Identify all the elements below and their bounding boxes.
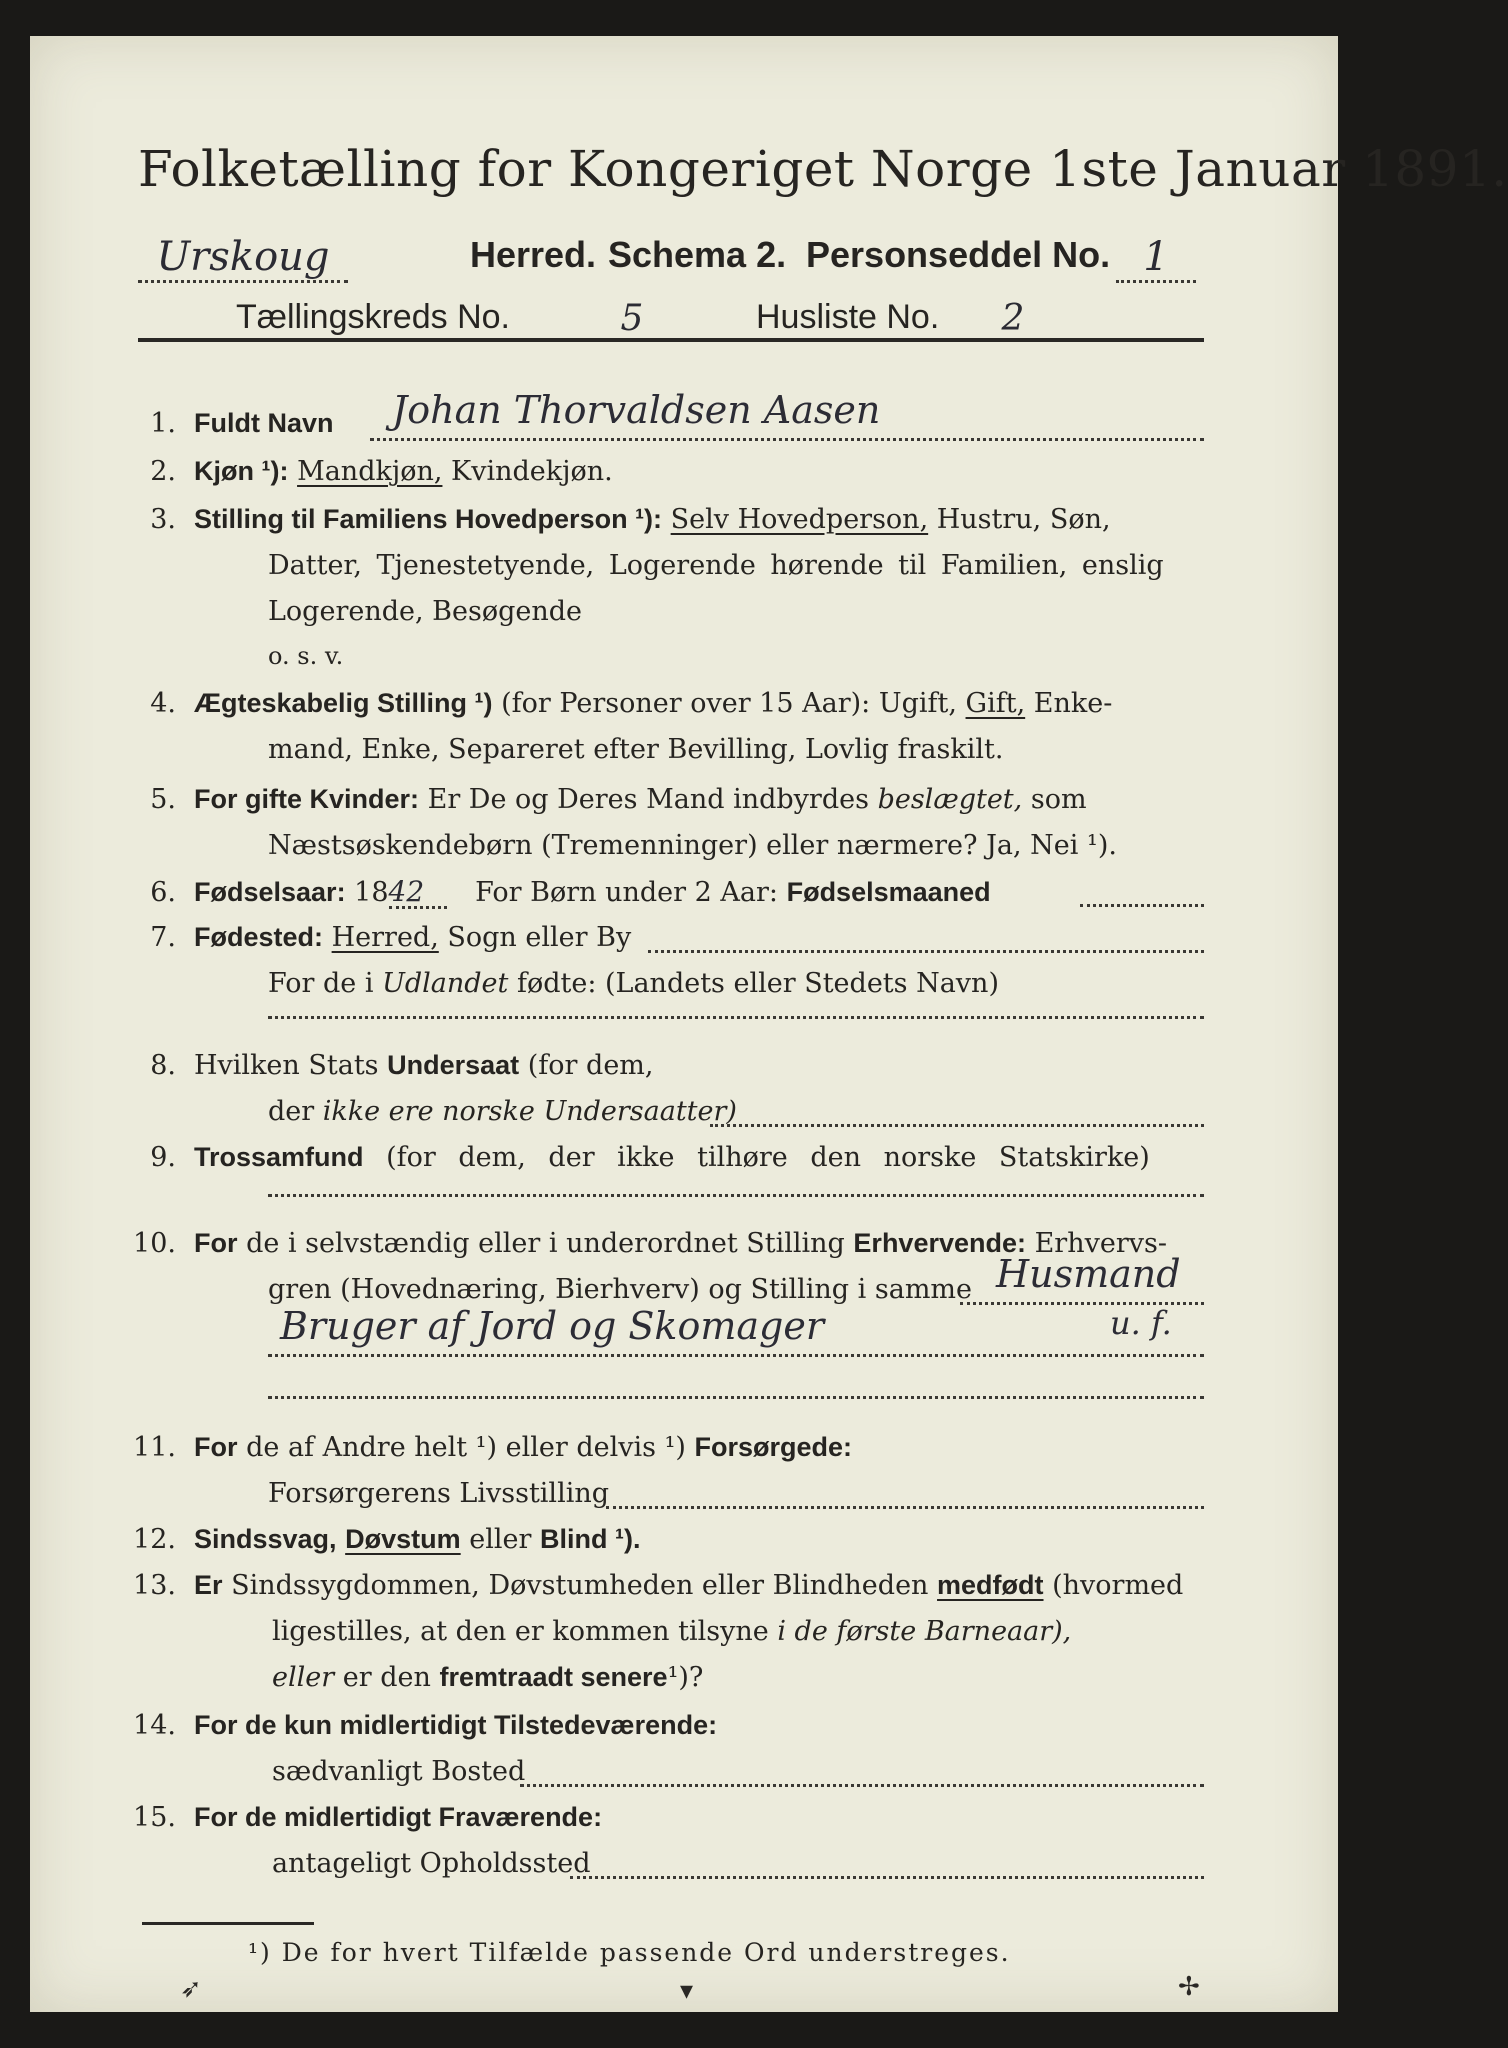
q13-line3-a: er den [342, 1662, 431, 1693]
q4-row [116, 690, 1112, 717]
q7-line2-italic: Udlandet [382, 968, 509, 999]
q3-line3: Logerende, Besøgende [268, 596, 582, 627]
q9-fill-line [268, 1194, 1204, 1197]
q13-row [116, 1572, 1183, 1599]
q7-number: 7. [150, 922, 176, 953]
q14-row [116, 1712, 717, 1739]
personseddel-field [1116, 234, 1196, 283]
herred-name: Urskoug [138, 234, 348, 283]
q9-label: Trossamfund [194, 1142, 364, 1172]
q10-answer-line2: Bruger af Jord og Skomager [280, 1304, 824, 1348]
q3-options-rest: Hustru, Søn, [936, 504, 1111, 535]
q8-label: Undersaat [387, 1050, 520, 1080]
herred-line [138, 234, 348, 283]
q13-text: Sindssygdommen, Døvstumheden eller Blindheden [231, 1570, 929, 1601]
q3-number: 3. [150, 504, 176, 535]
q12-label: Sindssvag, [194, 1524, 337, 1554]
q5-line2: Næstsøskendebørn (Tremenninger) eller nærmere? Ja, Nei ¹). [268, 830, 1117, 861]
q13-text-end: (hvormed [1052, 1570, 1184, 1601]
q4-label: Ægteskabelig Stilling ¹) [194, 688, 493, 718]
corner-mark-center: ▾ [680, 1976, 694, 2006]
q12-number: 12. [133, 1524, 176, 1555]
corner-mark-right: ✢ [1178, 1972, 1200, 2002]
q11-number: 11. [133, 1432, 176, 1463]
q8-number: 8. [150, 1050, 176, 1081]
q1-answer: Johan Thorvaldsen Aasen [392, 388, 881, 432]
q13-option-selected: medfødt [937, 1570, 1044, 1600]
q7-text: Sogn eller By [447, 922, 632, 953]
q12-row [116, 1526, 640, 1553]
q7-line2-a: For de i [268, 968, 374, 999]
q15-line2: antageligt Opholdssted [272, 1848, 591, 1879]
q12-option-selected: Døvstum [345, 1524, 461, 1554]
q14-fill-line [520, 1784, 1204, 1787]
q10-text-end: Erhvervs- [1034, 1228, 1167, 1259]
footnote-rule [142, 1922, 314, 1925]
q10-text: de i selvstændig eller i underordnet Stilling [246, 1228, 845, 1259]
q8-fill-line [710, 1124, 1204, 1127]
q6-number: 6. [150, 877, 176, 908]
husliste-field [964, 298, 1062, 342]
personseddel-label: Personseddel No. [806, 234, 1111, 275]
q13-line3-bold: fremtraadt senere [439, 1662, 668, 1692]
q11-text: de af Andre helt ¹) eller delvis ¹) [246, 1432, 686, 1463]
q9-row [116, 1144, 1150, 1171]
header-rule [138, 338, 1204, 342]
q7-option-selected: Herred, [331, 922, 439, 953]
q5-italic: beslægtet, [877, 784, 1023, 815]
q13-line2-italic: i de første Barneaar), [777, 1616, 1072, 1647]
q7-line2-b: fødte: (Landets eller Stedets Navn) [516, 968, 999, 999]
q13-line3-italic: eller [272, 1662, 335, 1693]
kreds-field [596, 298, 668, 342]
q14-number: 14. [133, 1710, 176, 1741]
q7-fill-line2 [268, 1016, 1204, 1019]
q13-line2 [272, 1618, 1071, 1645]
q3-line2: Datter, Tjenestetyende, Logerende hørende til Familien, enslig [268, 550, 1164, 581]
q4-line2: mand, Enke, Separeret efter Bevilling, Lovlig fraskilt. [268, 734, 1004, 765]
q12-text: eller [469, 1524, 532, 1555]
q14-label: For de kun midlertidigt Tilstedeværende: [194, 1710, 718, 1740]
q11-fill-line [606, 1506, 1204, 1509]
q5-row [116, 786, 1087, 813]
kreds-no: 5 [596, 298, 668, 342]
husliste-label: Husliste No. [756, 298, 940, 336]
q15-row [116, 1804, 602, 1831]
q4-text-end: Enke- [1033, 688, 1113, 719]
husliste-no: 2 [964, 298, 1062, 342]
q2-option-male: Mandkjøn, [297, 456, 443, 487]
q1-label: Fuldt Navn [194, 408, 334, 438]
q6-label: Fødselsaar: [194, 877, 346, 907]
q2-number: 2. [150, 456, 176, 487]
q7-label: Fødested: [194, 922, 324, 952]
q5-text: Er De og Deres Mand indbyrdes [427, 784, 869, 815]
q10-label2: Erhvervende: [853, 1228, 1026, 1258]
q4-text: (for Personer over 15 Aar): Ugift, [501, 688, 957, 719]
form-title: Folketælling for Kongeriget Norge 1ste Januar 1891. [138, 140, 1508, 198]
q15-label: For de midlertidigt Fraværende: [194, 1802, 603, 1832]
kreds-label: Tællingskreds No. [236, 298, 510, 336]
q13-line3 [272, 1664, 703, 1691]
q11-row [116, 1434, 852, 1461]
q8-line2-a: der [268, 1096, 315, 1127]
q2-row [116, 458, 613, 485]
q6-fill-line [1080, 904, 1204, 907]
q10-answer-occupation: Husmand [996, 1252, 1181, 1296]
q8-text: Hvilken Stats [194, 1050, 379, 1081]
q13-line3-end: ¹)? [667, 1662, 704, 1693]
q10-line2: gren (Hovednæring, Bierhverv) og Stilling i samme [268, 1274, 973, 1305]
q12-label2: Blind ¹). [540, 1524, 641, 1554]
q4-number: 4. [150, 688, 176, 719]
q11-label2: Forsørgede: [694, 1432, 853, 1462]
q1-row [116, 410, 334, 437]
q10-label: For [194, 1228, 238, 1258]
q8-row [116, 1052, 653, 1079]
q6-year: 42 [389, 878, 447, 909]
q7-row [116, 924, 631, 951]
q3-option-selected: Selv Hovedperson, [670, 504, 929, 535]
q8-line2 [268, 1098, 737, 1125]
q2-option-female: Kvindekjøn. [451, 456, 613, 487]
q5-label: For gifte Kvinder: [194, 784, 420, 814]
q8-line2-italic: ikke ere norske Undersaatter) [322, 1096, 737, 1127]
q4-option-selected: Gift, [965, 688, 1026, 719]
q6-label3: Fødselsmaaned [786, 877, 991, 907]
q3-row [116, 506, 1111, 533]
q13-number: 13. [133, 1570, 176, 1601]
q15-fill-line [570, 1876, 1204, 1879]
q6-label2: For Børn under 2 Aar: [475, 877, 778, 908]
q10-answer-note: u. f. [1110, 1304, 1172, 1342]
q13-line2-a: ligestilles, at den er kommen tilsyne [272, 1616, 769, 1647]
q7-fill-line [648, 950, 1204, 953]
q5-number: 5. [150, 784, 176, 815]
q1-fill-line [370, 438, 1204, 441]
census-form-page [30, 36, 1508, 2012]
q10-fill-line2 [268, 1354, 1204, 1357]
q14-line2: sædvanligt Bosted [272, 1756, 526, 1787]
q7-line2 [268, 970, 999, 997]
herred-label: Herred. [470, 234, 597, 275]
q11-line2: Forsørgerens Livsstilling [268, 1478, 610, 1509]
q6-row [116, 875, 991, 909]
q3-label: Stilling til Familiens Hovedperson ¹): [194, 504, 663, 534]
q9-number: 9. [150, 1142, 176, 1173]
q5-text-end: som [1030, 784, 1087, 815]
q8-text-end: (for dem, [527, 1050, 654, 1081]
q1-number: 1. [150, 408, 176, 439]
q3-line4: o. s. v. [268, 642, 344, 670]
q9-text: (for dem, der ikke tilhøre den norske Statskirke) [386, 1142, 1150, 1173]
schema-label: Schema 2. [608, 234, 787, 275]
q10-number: 10. [133, 1228, 176, 1259]
q11-label: For [194, 1432, 238, 1462]
q13-label: Er [194, 1570, 223, 1600]
corner-mark-left: ➶ [180, 1974, 202, 2004]
q6-year-prefix: 18 [354, 877, 389, 908]
q2-label: Kjøn ¹): [194, 456, 289, 486]
q15-number: 15. [133, 1802, 176, 1833]
q10-fill-line3 [268, 1396, 1204, 1399]
footnote: ¹) De for hvert Tilfælde passende Ord understreges. [248, 1938, 1011, 1967]
personseddel-no: 1 [1116, 234, 1196, 283]
